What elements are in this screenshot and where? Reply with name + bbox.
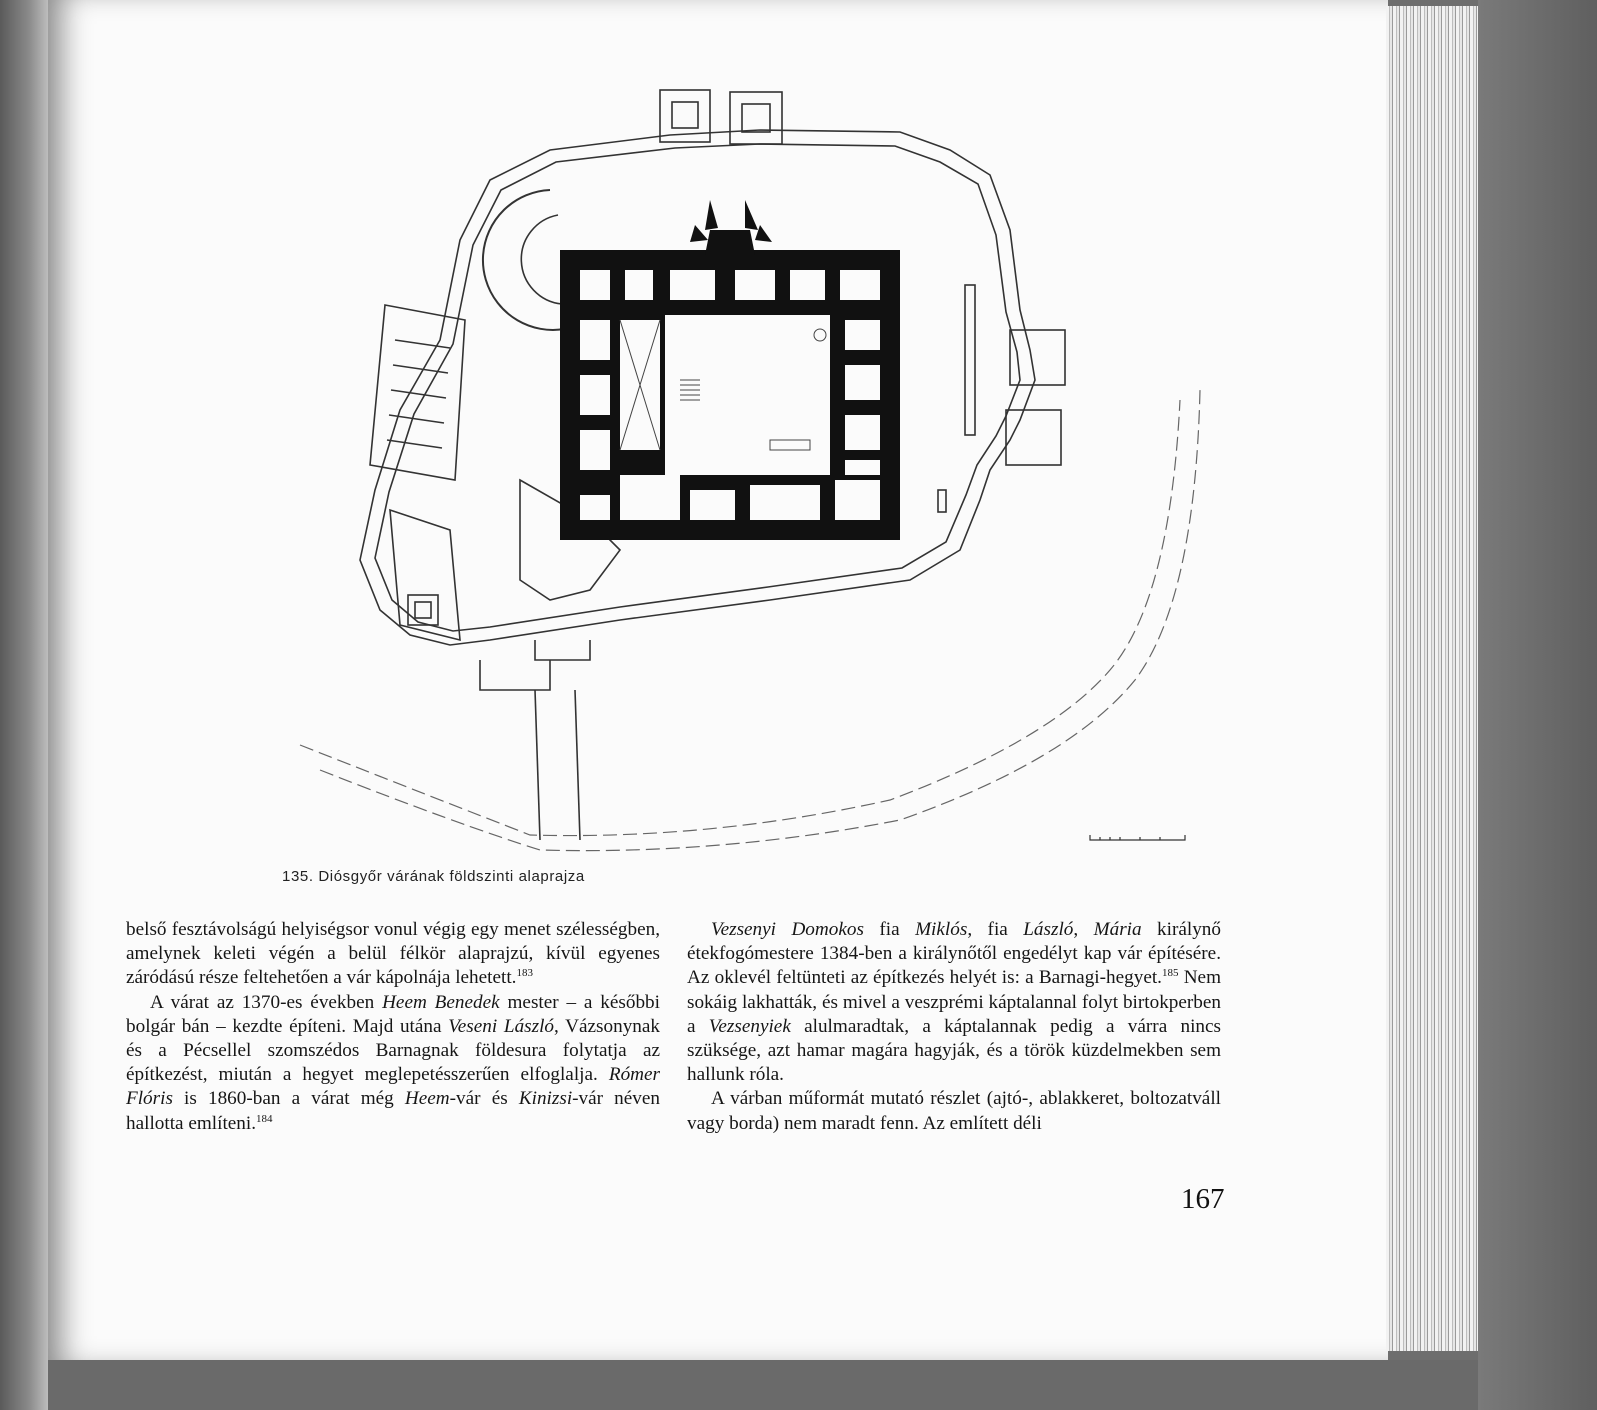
italic-name: Kinizsi xyxy=(518,1088,573,1110)
footnote-ref: 184 xyxy=(256,1112,273,1125)
italic-name: Vezsenyiek xyxy=(708,1015,791,1037)
italic-name: László xyxy=(1023,919,1074,940)
text-run: A várat az 1370-es években xyxy=(150,991,383,1013)
paragraph-text: belső fesztávolságú helyiségsor vonul végig egy menet szélességben, amelynek keleti végén a belül félkör alaprajzú, kívül egyenes záródású része feltehetően a vár kápolnája lehetett. xyxy=(126,919,660,989)
paragraph xyxy=(687,918,1221,1087)
text-run: , fia xyxy=(967,919,1024,940)
paragraph: A várban műformát mutató részlet (ajtó-, ablakkeret, boltozatváll vagy borda) nem maradt fenn. Az említett déli xyxy=(687,1088,1221,1134)
book-gutter-shadow xyxy=(0,0,48,1410)
italic-name: Vezsenyi Domokos xyxy=(711,919,864,940)
italic-name: Heem Benedek xyxy=(382,991,500,1013)
text-run: fia xyxy=(863,919,916,940)
footnote-ref: 185 xyxy=(1161,967,1179,980)
footnote-ref: 183 xyxy=(516,967,533,980)
scanner-background-right xyxy=(1478,0,1597,1410)
text-run: királynő étekfogómestere 1384-ben a királynőtől engedélyt kap vár építésére. Az oklevél feltünteti az építkezés helyét is: a Barnagi-hegyet. xyxy=(687,919,1221,989)
page-number: 167 xyxy=(1181,1183,1225,1215)
scanner-background-bottom xyxy=(48,1360,1478,1410)
italic-name: Heem xyxy=(404,1088,450,1110)
paragraph xyxy=(126,991,660,1136)
italic-name: Rómer Flóris xyxy=(126,1064,660,1110)
text-run: -vár néven hallotta említeni. xyxy=(126,1088,660,1134)
text-column-right xyxy=(687,918,1221,1136)
italic-name: Mária xyxy=(1093,919,1142,940)
paragraph xyxy=(126,918,660,991)
text-run: , xyxy=(1073,919,1094,940)
text-run: , Vázsonynak és a Pécsellel szomszédos Barnagnak földesura folytatja az építkezést, miután a hegyet meglepetésszerűen elfoglalja. xyxy=(126,1015,661,1086)
text-run: is 1860-ban a várat még xyxy=(172,1088,405,1110)
text-column-left xyxy=(126,918,660,1136)
castle-floor-plan xyxy=(290,80,1230,870)
page-edges xyxy=(1386,6,1478,1351)
text-run: alulmaradtak, a káptalannak pedig a várra nincs szüksége, azt hamar magára hagyják, és a török küzdelmekben sem hallunk róla. xyxy=(687,1015,1221,1086)
text-run: mester – a későbbi bolgár bán – kezdte építeni. Majd utána xyxy=(126,991,660,1037)
italic-name: Veseni László xyxy=(448,1015,555,1037)
text-run: Nem sokáig lakhatták, és mivel a veszprémi káptalannal folyt birtokperben a xyxy=(687,967,1221,1037)
italic-name: Miklós xyxy=(915,919,968,940)
text-run: -vár és xyxy=(449,1088,519,1110)
figure-caption: 135. Diósgyőr várának földszinti alaprajza xyxy=(282,868,585,885)
